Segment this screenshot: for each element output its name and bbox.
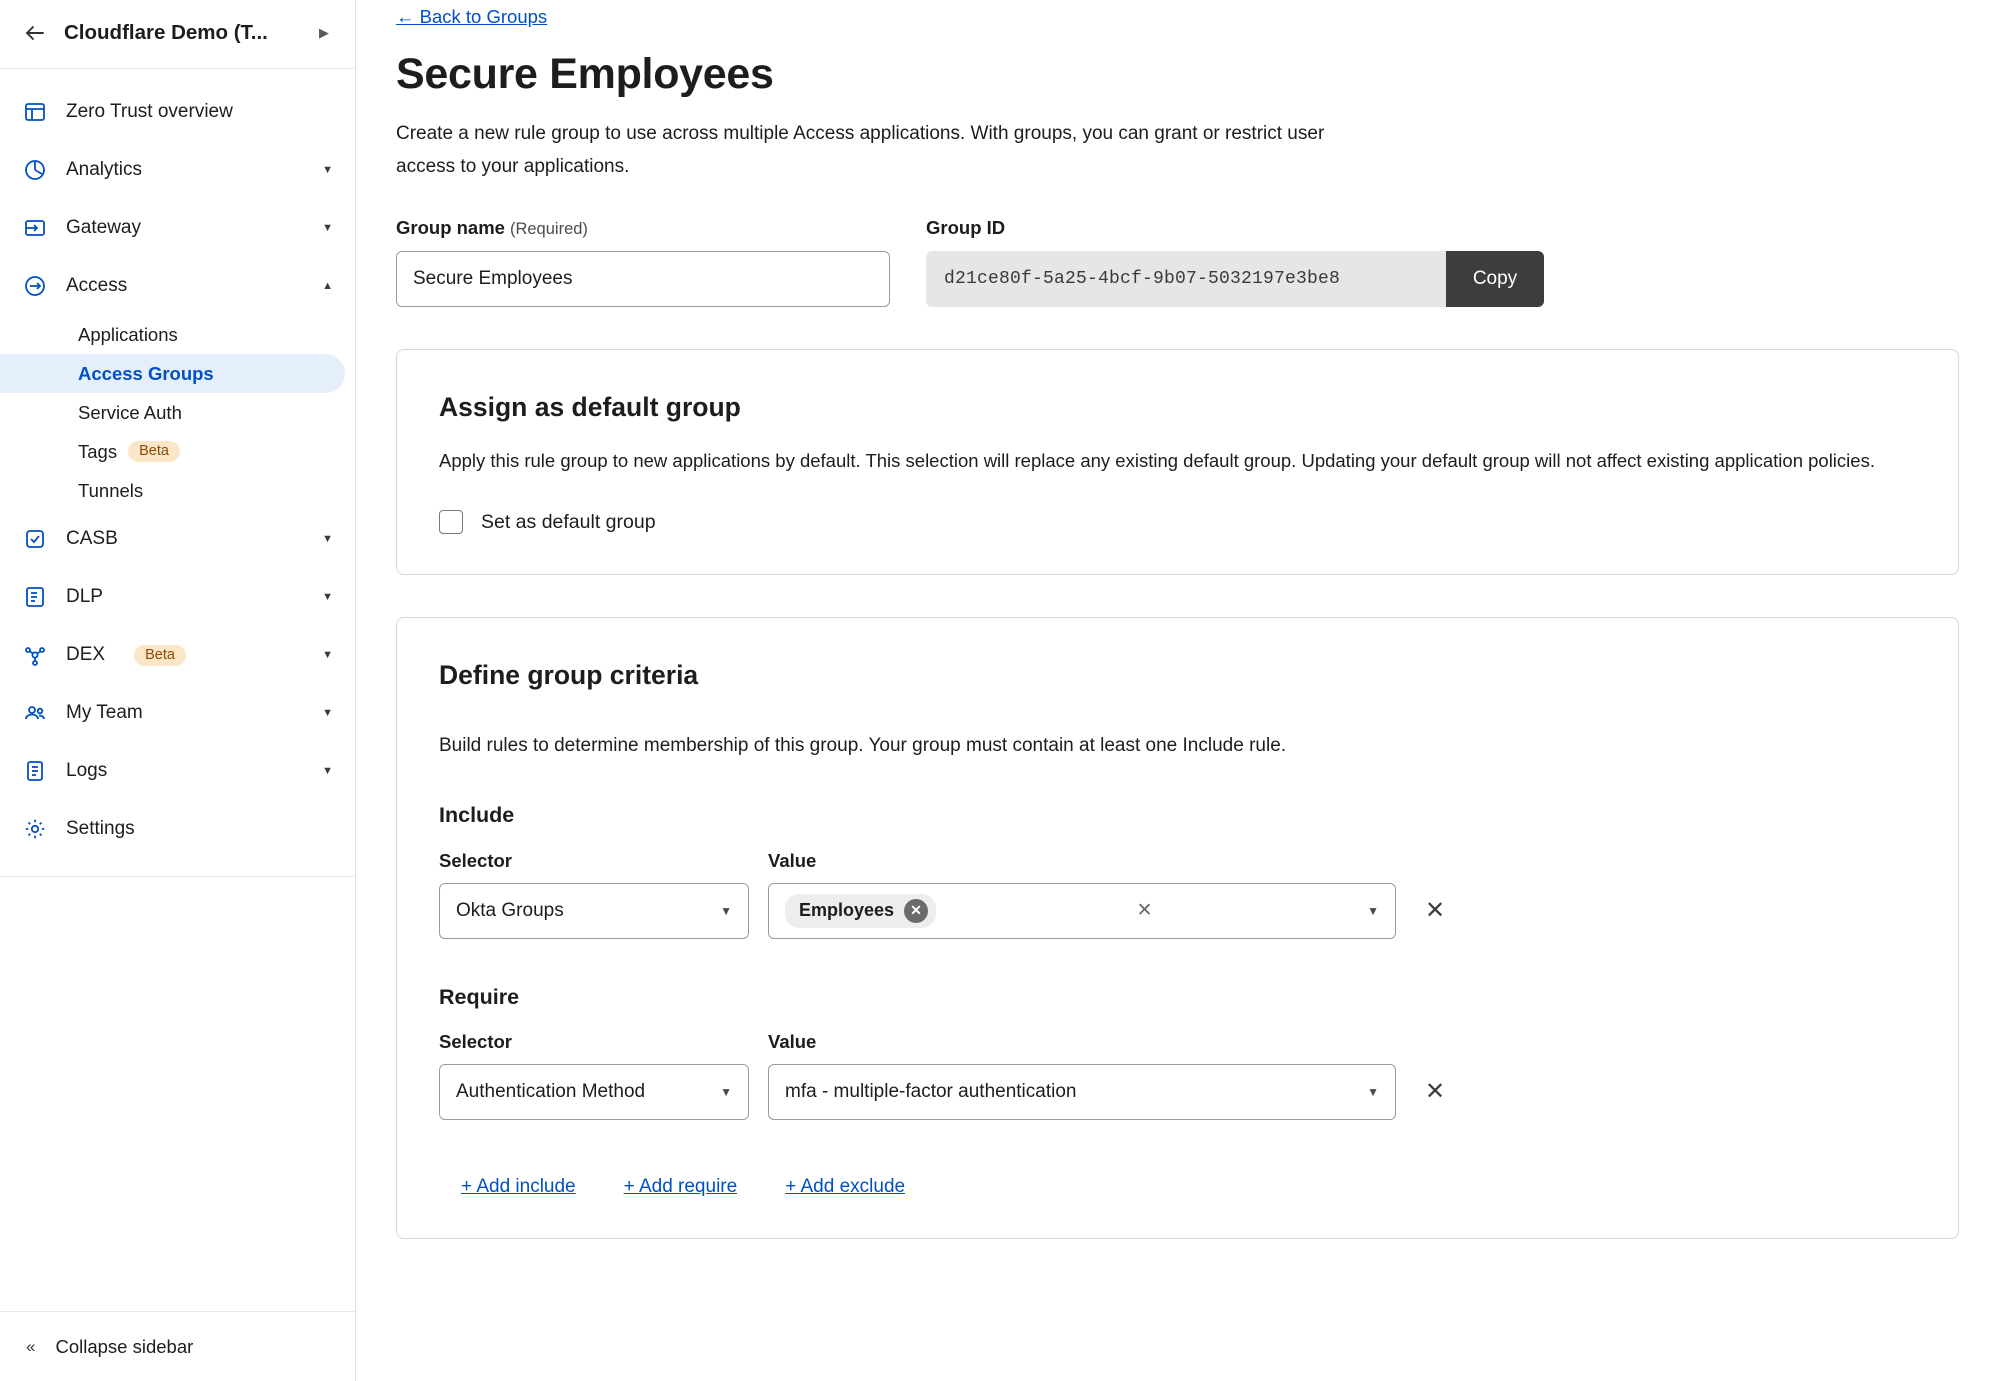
assign-default-group-card: [396, 349, 1959, 575]
beta-badge: Beta: [134, 645, 186, 666]
sidebar-divider: [0, 876, 355, 877]
chevron-down-icon[interactable]: ▼: [322, 533, 333, 545]
sidebar-nav: [0, 69, 355, 1311]
chevron-right-icon[interactable]: ▶: [319, 25, 329, 40]
group-id-value: d21ce80f-5a25-4bcf-9b07-5032197e3be8: [926, 251, 1446, 307]
account-name: Cloudflare Demo (T...: [64, 21, 268, 44]
remove-require-rule-button[interactable]: ✕: [1425, 1078, 1446, 1105]
copy-button[interactable]: Copy: [1446, 251, 1544, 307]
chevron-down-icon[interactable]: ▼: [322, 222, 333, 234]
include-value-label: Value: [768, 849, 817, 871]
require-value-dropdown[interactable]: [768, 1064, 1396, 1120]
group-name-input[interactable]: [396, 251, 890, 307]
sidebar-item-label: Settings: [66, 818, 135, 839]
include-value-token[interactable]: [785, 894, 936, 928]
include-value-wrap: [768, 850, 1396, 939]
sidebar-item-service-auth[interactable]: [0, 393, 355, 432]
require-value-label: Value: [768, 1031, 817, 1052]
sidebar-item-zero-trust-overview[interactable]: [0, 83, 355, 141]
require-rule-row: [439, 1031, 1916, 1120]
require-value-wrap: [768, 1031, 1396, 1120]
set-default-group-label: Set as default group: [481, 510, 656, 533]
include-selector-value: Okta Groups: [456, 899, 564, 921]
group-id-label: Group ID: [926, 217, 1006, 238]
group-name-required: (Required): [509, 220, 588, 238]
add-rule-links: [439, 1176, 1916, 1198]
require-value-text: mfa - multiple-factor authentication: [785, 1081, 1077, 1102]
chevron-down-icon[interactable]: ▼: [322, 164, 333, 176]
sidebar-item-logs[interactable]: [0, 742, 355, 800]
team-icon: [22, 700, 48, 726]
sidebar-item-gateway[interactable]: [0, 199, 355, 257]
require-selector-label: Selector: [439, 1031, 513, 1052]
page-title: Secure Employees: [396, 50, 774, 98]
default-group-title: Assign as default group: [439, 392, 741, 422]
sidebar-item-label: Tunnels: [78, 479, 144, 501]
sidebar-item-label: Access: [66, 275, 128, 296]
criteria-description: Build rules to determine membership of this group. Your group must contain at least one Include rule.: [439, 735, 1287, 756]
back-arrow-icon[interactable]: [22, 20, 48, 46]
sidebar-item-label: Service Auth: [78, 401, 182, 423]
group-identity-row: [396, 217, 1959, 307]
chevron-up-icon[interactable]: ▲: [322, 280, 333, 292]
chevron-down-icon: ▼: [720, 1085, 732, 1099]
main-content: [356, 0, 1999, 1381]
overview-icon: [22, 99, 48, 125]
sidebar-item-analytics[interactable]: [0, 141, 355, 199]
include-selector-wrap: [439, 850, 749, 939]
sidebar-item-label: Applications: [78, 323, 178, 345]
remove-include-rule-button[interactable]: ✕: [1425, 896, 1446, 924]
dlp-icon: [22, 584, 48, 610]
sidebar-item-tags[interactable]: [0, 432, 355, 471]
require-selector-wrap: [439, 1031, 749, 1120]
chevron-down-icon: ▼: [720, 903, 732, 918]
logs-icon: [22, 758, 48, 784]
sidebar-item-access-groups[interactable]: [0, 354, 345, 393]
require-heading: Require: [439, 984, 520, 1009]
sidebar-item-label: DLP: [66, 586, 103, 607]
back-to-groups-link[interactable]: ← Back to Groups: [396, 6, 548, 27]
sidebar-item-label: Analytics: [66, 159, 143, 180]
dex-icon: [22, 642, 48, 668]
include-heading: Include: [439, 803, 515, 827]
sidebar-item-casb[interactable]: [0, 510, 355, 568]
include-value-token-label: Employees: [799, 900, 895, 920]
casb-icon: [22, 526, 48, 552]
include-selector-dropdown[interactable]: [439, 883, 749, 939]
gear-icon: [22, 816, 48, 842]
chevron-down-icon[interactable]: ▼: [322, 591, 333, 603]
beta-badge: Beta: [128, 441, 180, 462]
require-selector-value: Authentication Method: [456, 1081, 646, 1102]
sidebar-item-applications[interactable]: [0, 315, 355, 354]
include-selector-label: Selector: [439, 849, 513, 871]
default-group-checkbox-row[interactable]: [439, 510, 1916, 534]
add-require-link[interactable]: + Add require: [623, 1176, 738, 1197]
group-id-control: [926, 251, 1544, 307]
chevron-double-left-icon: «: [26, 1336, 36, 1356]
criteria-title: Define group criteria: [439, 660, 699, 690]
define-group-criteria-card: [396, 617, 1959, 1239]
include-value-dropdown[interactable]: [768, 883, 1396, 939]
collapse-sidebar-label: Collapse sidebar: [55, 1335, 194, 1357]
require-selector-dropdown[interactable]: [439, 1064, 749, 1120]
sidebar-item-label: Gateway: [66, 217, 141, 238]
group-name-label-text: Group name: [396, 217, 505, 238]
sidebar-item-my-team[interactable]: [0, 684, 355, 742]
chevron-down-icon: ▼: [1367, 1085, 1379, 1099]
group-name-label: [396, 217, 890, 239]
add-exclude-link[interactable]: + Add exclude: [785, 1176, 906, 1197]
sidebar-item-label: DEX: [66, 644, 106, 665]
sidebar-item-tunnels[interactable]: [0, 471, 355, 510]
collapse-sidebar-button[interactable]: [0, 1311, 355, 1381]
sidebar-item-label: CASB: [66, 528, 118, 549]
sidebar-item-label: My Team: [66, 702, 143, 723]
sidebar-item-dlp[interactable]: [0, 568, 355, 626]
group-name-field-wrap: [396, 217, 890, 307]
access-icon: [22, 273, 48, 299]
sidebar-item-label: Access Groups: [78, 362, 214, 384]
chevron-down-icon[interactable]: ▼: [322, 765, 333, 777]
gateway-icon: [22, 215, 48, 241]
group-id-field-wrap: [926, 217, 1544, 307]
include-rule-row: [439, 850, 1916, 939]
chevron-down-icon[interactable]: ▼: [322, 649, 333, 661]
default-group-description: Apply this rule group to new applications by default. This selection will replace any existing default group. Updating your default group will not affect existing application policies.: [439, 450, 1875, 471]
sidebar-item-access[interactable]: [0, 257, 355, 315]
sidebar-item-label: Tags: [78, 440, 118, 462]
sidebar-item-label: Logs: [66, 760, 108, 781]
account-header[interactable]: [0, 0, 355, 69]
chevron-down-icon[interactable]: ▼: [322, 707, 333, 719]
sidebar-item-label: Zero Trust overview: [66, 101, 233, 122]
chevron-down-icon: ▼: [1367, 903, 1379, 918]
clear-value-icon[interactable]: ✕: [1136, 900, 1153, 921]
sidebar-item-dex[interactable]: [0, 626, 355, 684]
set-default-group-checkbox[interactable]: [439, 510, 463, 534]
remove-token-icon[interactable]: ✕: [904, 899, 928, 923]
add-include-link[interactable]: + Add include: [461, 1176, 576, 1197]
sidebar-item-settings[interactable]: [0, 800, 355, 858]
analytics-icon: [22, 157, 48, 183]
page-description: Create a new rule group to use across multiple Access applications. With groups, you can grant or restrict user access to your applications.: [396, 123, 1325, 177]
sidebar: [0, 0, 356, 1381]
